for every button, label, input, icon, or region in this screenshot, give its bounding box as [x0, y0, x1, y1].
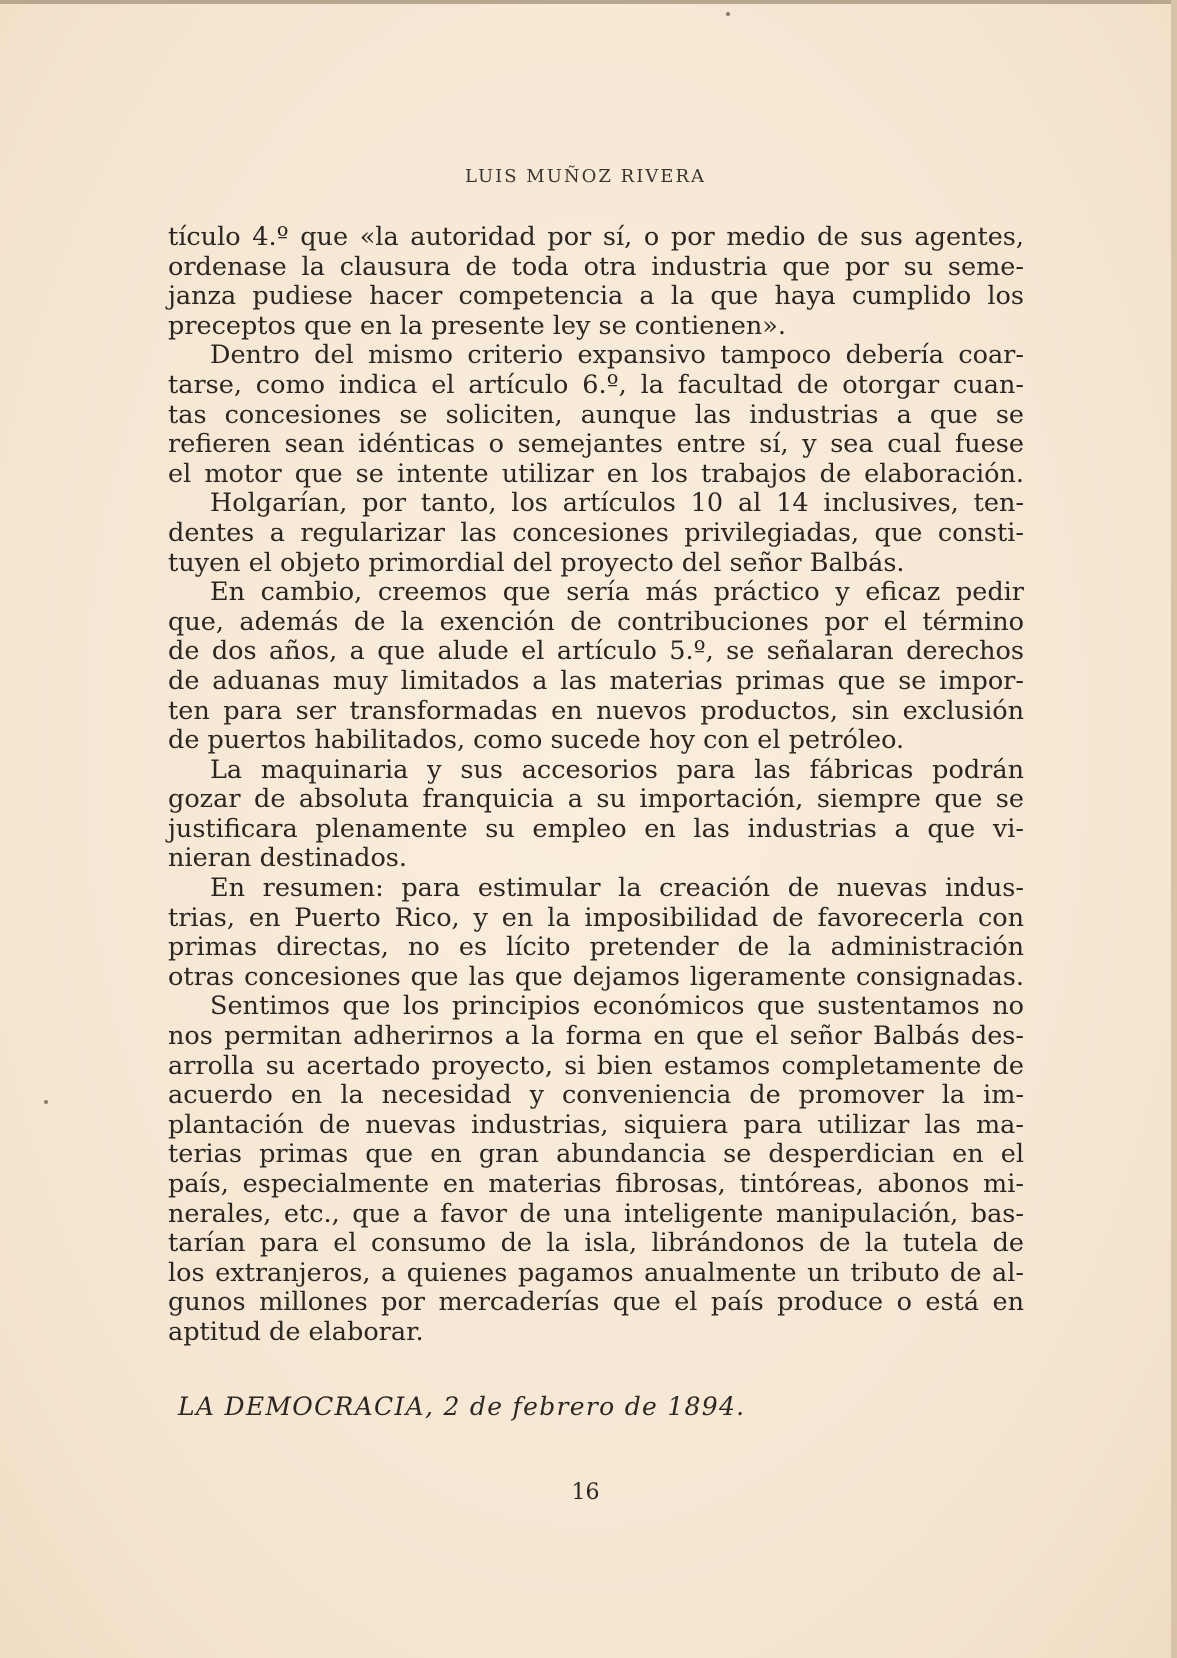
text-line: que, además de la exención de contribuciones por el término [168, 606, 1024, 637]
text-line: tuyen el objeto primordial del proyecto del señor Balbás. [168, 547, 905, 578]
text-line: dentes a regularizar las concesiones privilegiadas, que consti- [168, 517, 1024, 548]
page-top-edge [0, 0, 1171, 4]
paper-speck [726, 12, 730, 16]
text-line: arrolla su acertado proyecto, si bien estamos completamente de [168, 1050, 1024, 1081]
body-text [168, 223, 1024, 1348]
text-line: nerales, etc., que a favor de una inteligente manipulación, bas- [168, 1198, 1024, 1229]
text-line: tículo 4.º que «la autoridad por sí, o por medio de sus agentes, [168, 222, 1024, 252]
text-line: terias primas que en gran abundancia se desperdician en el [168, 1139, 1024, 1170]
text-line: La maquinaria y sus accesorios para las fábricas podrán [210, 754, 1024, 785]
text-line: En cambio, creemos que sería más práctico y eficaz pedir [210, 577, 1024, 608]
text-line: ten para ser transformadas en nuevos productos, sin exclusión [168, 695, 1024, 726]
text-line: tarían para el consumo de la isla, librándonos de la tutela de [168, 1228, 1024, 1259]
text-line: ordenase la clausura de toda otra industria que por su seme- [168, 251, 1024, 282]
text-line: En resumen: para estimular la creación de nuevas indus- [210, 873, 1024, 904]
text-line: nos permitan adherirnos a la forma en que el señor Balbás des- [168, 1021, 1024, 1052]
text-line: nieran destinados. [168, 843, 407, 874]
text-line: justificara plenamente su empleo en las industrias a que vi- [168, 813, 1024, 844]
text-line: de aduanas muy limitados a las materias primas que se impor- [168, 665, 1024, 696]
page-number: 16 [571, 1480, 600, 1505]
text-line: de dos años, a que alude el artículo 5.º, se señalaran derechos [168, 636, 1024, 667]
text-line: preceptos que en la presente ley se contienen». [168, 310, 787, 341]
text-line: primas directas, no es lícito pretender de la administración [168, 932, 1024, 963]
text-line: Sentimos que los principios económicos que sustentamos no [210, 991, 1024, 1022]
text-line: gunos millones por mercaderías que el país produce o está en [168, 1287, 1024, 1318]
text-line: tarse, como indica el artículo 6.º, la facultad de otorgar cuan- [168, 369, 1024, 400]
text-line: acuerdo en la necesidad y conveniencia de promover la im- [168, 1080, 1024, 1111]
paper-speck [44, 1100, 48, 1104]
publication-date: 2 de febrero de 1894. [443, 1392, 746, 1421]
text-line: tas concesiones se soliciten, aunque las industrias a que se [168, 399, 1024, 430]
text-line: refieren sean idénticas o semejantes entre sí, y sea cual fuese [168, 429, 1024, 460]
publication-name: LA DEMOCRACIA, [178, 1392, 435, 1421]
text-line: el motor que se intente utilizar en los trabajos de elaboración. [168, 458, 1024, 489]
text-line: de puertos habilitados, como sucede hoy con el petróleo. [168, 725, 905, 756]
text-line: gozar de absoluta franquicia a su importación, siempre que se [168, 784, 1024, 815]
text-line: Holgarían, por tanto, los artículos 10 al 14 inclusives, ten- [210, 488, 1024, 519]
text-line: aptitud de elaborar. [168, 1316, 424, 1347]
publication-signature [178, 1392, 745, 1421]
text-line: país, especialmente en materias fibrosas, tintóreas, abonos mi- [168, 1169, 1024, 1199]
running-head: LUIS MUÑOZ RIVERA [465, 166, 706, 187]
text-line: trias, en Puerto Rico, y en la imposibilidad de favorecerla con [168, 902, 1024, 933]
text-line: Dentro del mismo criterio expansivo tampoco debería coar- [210, 340, 1024, 371]
text-line: plantación de nuevas industrias, siquiera para utilizar las ma- [168, 1109, 1024, 1140]
text-line: janza pudiese hacer competencia a la que haya cumplido los [168, 281, 1024, 312]
text-line: otras concesiones que las que dejamos ligeramente consignadas. [168, 961, 1024, 992]
text-line: los extranjeros, a quienes pagamos anualmente un tributo de al- [168, 1257, 1024, 1288]
